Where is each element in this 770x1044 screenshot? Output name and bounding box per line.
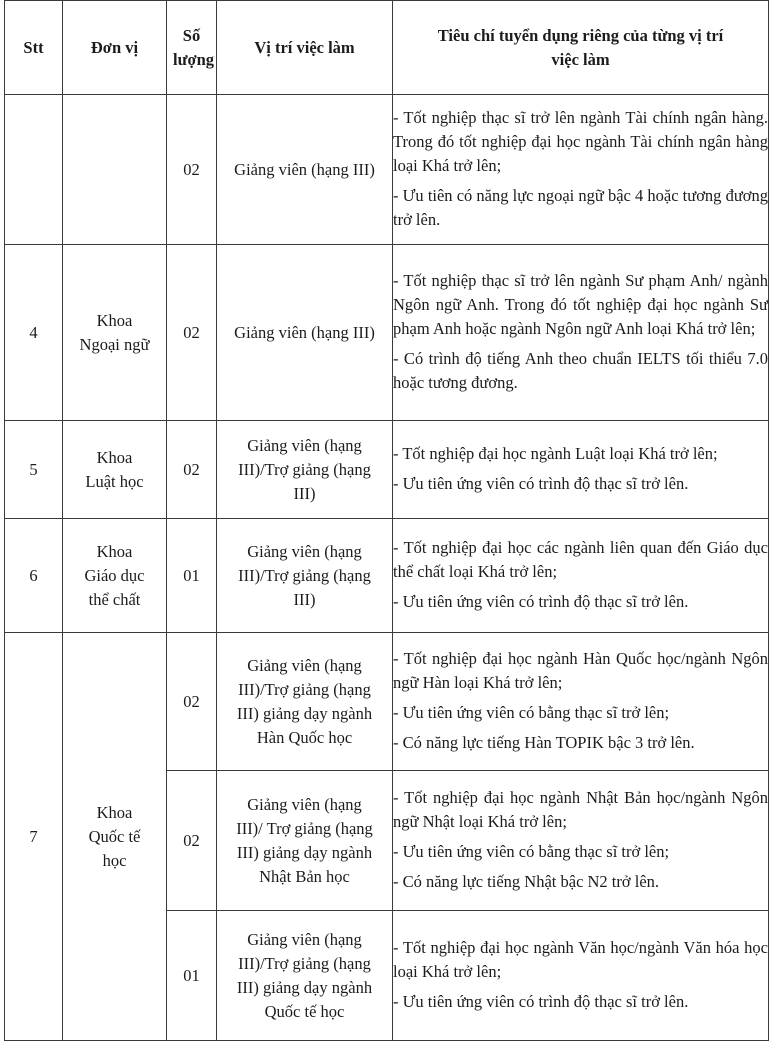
criteria-cell [393,911,769,1041]
position-cell-line: Giảng viên (hạng [247,794,362,814]
quantity-cell: 01 [167,911,217,1041]
criteria-cell [393,95,769,245]
unit-cell [63,95,167,245]
position-cell-line: Giảng viên (hạng [247,541,362,561]
position-cell-line: Quốc tế học [264,1001,345,1021]
position-cell-line: III)/Trợ giảng (hạng [238,565,371,585]
quantity-cell: 02 [167,421,217,519]
criteria-item: - Tốt nghiệp đại học ngành Luật loại Khá trở lên; [393,443,718,463]
criteria-item: - Tốt nghiệp đại học ngành Nhật Bản học/ngành Ngôn ngữ Nhật loại Khá trở lên; [393,787,768,831]
criteria-item: - Tốt nghiệp đại học ngành Hàn Quốc học/ngành Ngôn ngữ Hàn loại Khá trở lên; [393,648,768,692]
position-cell [217,245,393,421]
position-cell-line: III)/ Trợ giảng (hạng [236,818,373,838]
criteria-item: - Ưu tiên có năng lực ngoại ngữ bậc 4 hoặc tương đương trở lên. [393,185,768,229]
position-cell [217,95,393,245]
header-unit: Đơn vị [63,1,167,95]
criteria-item: - Có năng lực tiếng Nhật bậc N2 trở lên. [393,871,660,891]
table-row [5,519,769,633]
position-cell-line: Giảng viên (hạng [247,929,362,949]
unit-cell-line: Khoa [96,541,133,561]
header-quantity [167,1,217,95]
unit-cell-line: Ngoại ngữ [79,334,150,354]
header-criteria-line2: việc làm [551,49,610,69]
table-row [5,633,769,771]
unit-cell [63,519,167,633]
stt-cell [5,95,63,245]
position-cell-line: Giảng viên (hạng III) [234,322,375,342]
unit-cell-line: Khoa [96,802,133,822]
criteria-cell [393,633,769,771]
criteria-item: - Có năng lực tiếng Hàn TOPIK bậc 3 trở lên. [393,732,695,752]
header-stt: Stt [5,1,63,95]
stt-cell: 4 [5,245,63,421]
position-cell-line: III) giảng dạy ngành [236,842,373,862]
position-cell-line: III)/Trợ giảng (hạng [238,953,371,973]
unit-cell-line: Khoa [96,447,133,467]
criteria-item: - Ưu tiên ứng viên có bằng thạc sĩ trở lên; [393,841,670,861]
criteria-item: - Ưu tiên ứng viên có trình độ thạc sĩ trở lên. [393,591,689,611]
position-cell-line: Hàn Quốc học [256,727,353,747]
criteria-cell [393,245,769,421]
position-cell-line: Nhật Bản học [259,866,350,886]
unit-cell [63,245,167,421]
criteria-item: - Ưu tiên ứng viên có trình độ thạc sĩ trở lên. [393,473,689,493]
unit-cell-line: thể chất [88,589,141,609]
criteria-cell [393,421,769,519]
criteria-item: - Tốt nghiệp thạc sĩ trở lên ngành Sư phạm Anh/ ngành Ngôn ngữ Anh. Trong đó tốt nghiệp đại học ngành Sư phạm Anh hoặc ngành Ngôn ngữ Anh loại Khá trở lên; [393,270,768,338]
criteria-item: - Có trình độ tiếng Anh theo chuẩn IELTS tối thiểu 7.0 hoặc tương đương. [393,348,768,392]
position-cell-line: III) giảng dạy ngành [236,977,373,997]
unit-cell [63,421,167,519]
unit-cell-line: học [102,850,127,870]
criteria-item: - Tốt nghiệp đại học ngành Văn học/ngành Văn hóa học loại Khá trở lên; [393,937,768,981]
position-cell [217,519,393,633]
quantity-cell: 02 [167,771,217,911]
unit-cell [63,633,167,1041]
position-cell-line: Giảng viên (hạng III) [234,159,375,179]
criteria-item: - Tốt nghiệp thạc sĩ trở lên ngành Tài chính ngân hàng. Trong đó tốt nghiệp đại học ngành Tài chính ngân hàng loại Khá trở lên; [393,107,768,175]
quantity-cell: 02 [167,95,217,245]
position-cell [217,633,393,771]
criteria-cell [393,519,769,633]
quantity-cell: 01 [167,519,217,633]
position-cell [217,911,393,1041]
header-position: Vị trí việc làm [217,1,393,95]
criteria-item: - Ưu tiên ứng viên có trình độ thạc sĩ trở lên. [393,991,689,1011]
table-row [5,95,769,245]
recruitment-table [4,0,769,1041]
stt-cell: 5 [5,421,63,519]
position-cell-line: III)/Trợ giảng (hạng [238,679,371,699]
unit-cell-line: Luật học [85,471,144,491]
criteria-cell [393,771,769,911]
stt-cell: 6 [5,519,63,633]
stt-cell: 7 [5,633,63,1041]
position-cell-line: III) giảng dạy ngành [236,703,373,723]
criteria-item: - Tốt nghiệp đại học các ngành liên quan đến Giáo dục thể chất loại Khá trở lên; [393,537,768,581]
quantity-cell: 02 [167,633,217,771]
header-criteria [393,1,769,95]
table-row [5,421,769,519]
unit-cell-line: Khoa [96,310,133,330]
unit-cell-line: Quốc tế [88,826,141,846]
position-cell-line: Giảng viên (hạng [247,435,362,455]
position-cell-line: III) [293,589,316,609]
header-criteria-line1: Tiêu chí tuyển dụng riêng của từng vị trí [437,25,724,45]
criteria-item: - Ưu tiên ứng viên có bằng thạc sĩ trở lên; [393,702,670,722]
position-cell-line: Giảng viên (hạng [247,655,362,675]
position-cell [217,771,393,911]
quantity-cell: 02 [167,245,217,421]
header-quantity-line2: lượng [173,49,215,69]
table-row [5,245,769,421]
position-cell [217,421,393,519]
position-cell-line: III)/Trợ giảng (hạng [238,459,371,479]
header-quantity-line1: Số [182,25,201,45]
table-header-row [5,1,769,95]
unit-cell-line: Giáo dục [84,565,145,585]
position-cell-line: III) [293,483,316,503]
